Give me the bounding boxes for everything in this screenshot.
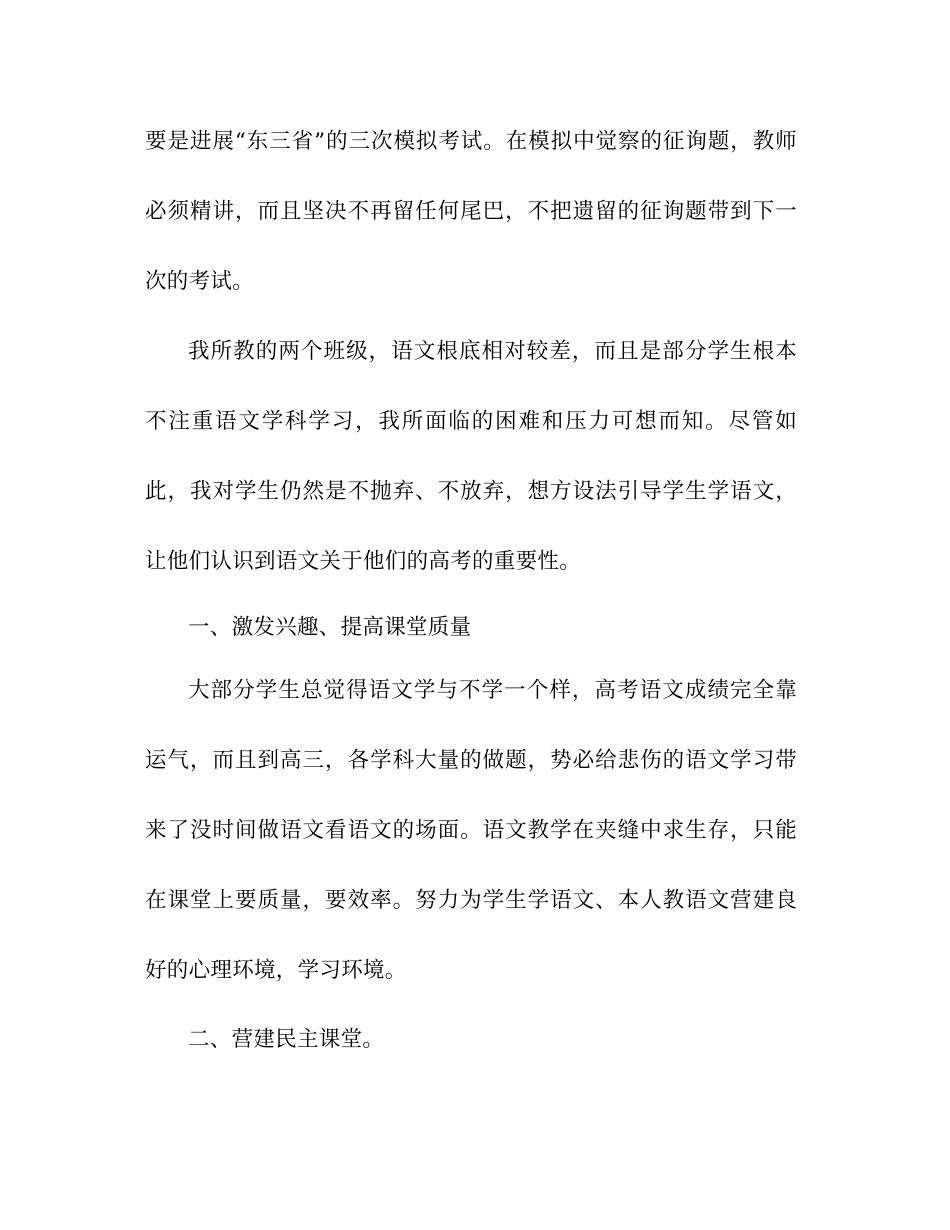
paragraph-continued-exam-review: 要是进展“东三省”的三次模拟考试。在模拟中觉察的征询题，教师必须精讲，而且坚决不再留任何尾巴，不把遗留的征询题带到下一次的考试。 [145, 129, 797, 294]
paragraph-classroom-quality: 大部分学生总觉得语文学与不学一个样，高考语文成绩完全靠运气，而且到高三，各学科大量的做题，势必给悲伤的语文学习带来了没时间做语文看语文的场面。语文教学在夹缝中求生存，只能在课堂上要质量，要效率。努力为学生学语文、本人教语文营建良好的心理环境，学习环境。 [145, 678, 797, 983]
paragraph-class-situation: 我所教的两个班级，语文根底相对较差，而且是部分学生根本不注重语文学科学习，我所面临的困难和压力可想而知。尽管如此，我对学生仍然是不抛弃、不放弃，想方设法引导学生学语文，让他们认识到语文关于他们的高考的重要性。 [145, 339, 797, 574]
section-heading-one: 一、激发兴趣、提高课堂质量 [188, 615, 472, 640]
section-heading-two: 二、营建民主课堂。 [188, 1027, 385, 1052]
